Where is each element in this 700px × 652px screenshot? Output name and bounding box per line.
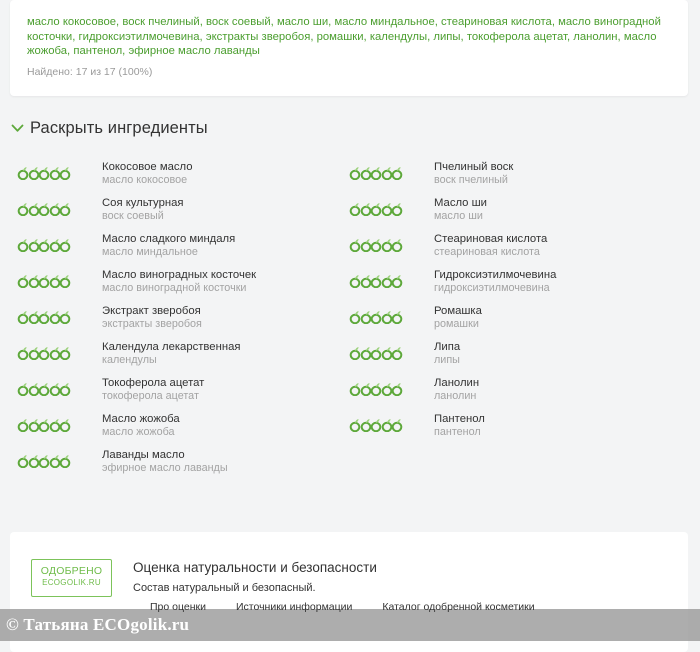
evaluation-title: Оценка натуральности и безопасности	[133, 560, 377, 575]
footer-link[interactable]: Источники информации	[235, 601, 353, 613]
ingredient-item[interactable]	[349, 161, 669, 195]
ingredient-link[interactable]: экстракты зверобоя	[205, 30, 311, 43]
ingredient-name: Календула лекарственная	[102, 341, 241, 353]
footer-link[interactable]: Про оценки	[150, 601, 206, 613]
separator: ,	[460, 30, 467, 43]
leaf-icon	[59, 310, 71, 329]
rating-leaves	[349, 202, 405, 216]
ingredient-item[interactable]	[17, 449, 337, 483]
separator: ,	[434, 16, 442, 28]
ingredient-name: Ромашка	[434, 305, 482, 317]
ingredient-name: Гидроксиэтилмочевина	[434, 269, 557, 281]
ingredient-link[interactable]: календулы	[369, 30, 428, 43]
ingredient-inci: экстракты зверобоя	[102, 318, 202, 330]
ingredient-link[interactable]: эфирное масло лаванды	[128, 45, 260, 57]
leaf-icon	[59, 202, 71, 221]
ingredient-name: Токоферола ацетат	[102, 377, 205, 389]
ingredient-link[interactable]: масло жожоба	[27, 30, 657, 57]
separator: ,	[310, 30, 317, 43]
ingredient-item[interactable]	[17, 377, 337, 411]
ingredient-link[interactable]: масло кокосовое	[27, 16, 117, 28]
rating-leaves	[17, 238, 73, 252]
ingredient-item[interactable]	[349, 197, 669, 231]
leaf-icon	[391, 310, 403, 329]
ingredient-inci: календулы	[102, 354, 157, 366]
rating-leaves	[349, 310, 405, 324]
ingredient-item[interactable]	[349, 377, 669, 411]
rating-leaves	[17, 382, 73, 396]
leaf-icon	[391, 418, 403, 437]
ingredient-name: Экстракт зверобоя	[102, 305, 201, 317]
separator: ,	[116, 16, 123, 28]
ingredient-item[interactable]	[349, 305, 669, 339]
separator: ,	[328, 16, 335, 28]
ingredient-link[interactable]: ромашки	[316, 30, 364, 43]
rating-leaves	[349, 274, 405, 288]
rating-leaves	[17, 454, 73, 468]
separator: ,	[617, 30, 624, 43]
ingredient-link[interactable]: масло виноградной косточки	[27, 16, 661, 43]
ingredient-item[interactable]	[17, 233, 337, 267]
leaf-icon	[59, 382, 71, 401]
separator: ,	[67, 45, 74, 57]
badge-title: ОДОБРЕНО	[40, 565, 103, 577]
separator: ,	[199, 30, 206, 43]
ingredient-name: Лаванды масло	[102, 449, 185, 461]
leaf-icon	[59, 238, 71, 257]
rating-leaves	[349, 418, 405, 432]
ingredient-link[interactable]: воск пчелиный	[122, 16, 200, 28]
watermark-text: © Татьяна ECOgolik.ru	[6, 615, 190, 634]
separator: ,	[551, 16, 559, 28]
leaf-icon	[391, 202, 403, 221]
ingredient-link[interactable]: липы	[433, 30, 461, 43]
ingredient-inci: масло ши	[434, 210, 483, 222]
separator: ,	[270, 16, 277, 28]
separator: ,	[363, 30, 370, 43]
ingredient-inci: воск соевый	[102, 210, 164, 222]
leaf-icon	[59, 166, 71, 185]
ingredient-item[interactable]	[17, 305, 337, 339]
rating-leaves	[17, 274, 73, 288]
approved-badge	[31, 559, 112, 597]
leaf-icon	[391, 238, 403, 257]
leaf-icon	[59, 418, 71, 437]
leaf-icon	[391, 166, 403, 185]
ingredient-inci: масло миндальное	[102, 246, 198, 258]
ingredient-name: Масло виноградных косточек	[102, 269, 257, 281]
badge-site: ECOGOLIK.RU	[42, 578, 101, 587]
separator: ,	[199, 16, 206, 28]
ingredient-inci: масло виноградной косточки	[102, 282, 247, 294]
rating-leaves	[17, 346, 73, 360]
ingredient-item[interactable]	[349, 269, 669, 303]
ingredient-inci: липы	[434, 354, 460, 366]
leaf-icon	[59, 274, 71, 293]
ingredient-item[interactable]	[349, 233, 669, 267]
ingredient-link[interactable]: ланолин	[573, 30, 618, 43]
rating-leaves	[349, 382, 405, 396]
separator: ,	[72, 30, 79, 43]
ingredient-name: Масло сладкого миндаля	[102, 233, 236, 245]
rating-leaves	[17, 166, 73, 180]
ingredient-link[interactable]: воск соевый	[205, 16, 271, 28]
footer-links	[150, 601, 535, 613]
ingredient-inci: ромашки	[434, 318, 479, 330]
rating-leaves	[349, 238, 405, 252]
rating-leaves	[17, 310, 73, 324]
ingredient-inci: эфирное масло лаванды	[102, 462, 228, 474]
rating-leaves	[17, 418, 73, 432]
ingredient-inci: гидроксиэтилмочевина	[434, 282, 550, 294]
ingredient-name: Липа	[434, 341, 461, 353]
ingredient-item[interactable]	[349, 413, 669, 447]
separator: ,	[122, 45, 129, 57]
ingredient-name: Стеариновая кислота	[434, 233, 548, 245]
ingredient-name: Масло жожоба	[102, 413, 180, 425]
ingredient-link[interactable]: токоферола ацетат	[466, 30, 567, 43]
ingredient-inci: масло кокосовое	[102, 174, 188, 186]
ingredient-item[interactable]	[17, 161, 337, 195]
ingredient-item[interactable]	[349, 341, 669, 375]
rating-leaves	[349, 346, 405, 360]
watermark-bar	[0, 609, 700, 641]
ingredient-inci: ланолин	[434, 390, 477, 402]
ingredient-item[interactable]	[17, 197, 337, 231]
ingredient-inci: масло жожоба	[102, 426, 175, 438]
evaluation-text: Состав натуральный и безопасный.	[133, 582, 316, 594]
ingredient-name: Кокосовое масло	[102, 161, 193, 173]
ingredient-link[interactable]: стеариновая кислота	[441, 16, 552, 28]
separator: ,	[427, 30, 434, 43]
ingredient-inci: воск пчелиный	[434, 174, 508, 186]
leaf-icon	[59, 454, 71, 473]
leaf-icon	[391, 274, 403, 293]
expand-ingredients-label: Раскрыть ингредиенты	[30, 118, 208, 137]
ingredient-name: Соя культурная	[102, 197, 184, 209]
ingredient-name: Масло ши	[434, 197, 487, 209]
separator: ,	[566, 30, 574, 43]
ingredient-link[interactable]: масло миндальное	[334, 16, 435, 28]
ingredient-inci: пантенол	[434, 426, 481, 438]
ingredient-name: Ланолин	[434, 377, 480, 389]
ingredient-inci: токоферола ацетат	[102, 390, 199, 402]
ingredient-name: Пчелиный воск	[434, 161, 514, 173]
ingredient-link[interactable]: гидроксиэтилмочевина	[78, 30, 200, 43]
ingredient-name: Пантенол	[434, 413, 485, 425]
ingredient-item[interactable]	[17, 341, 337, 375]
footer-link[interactable]: Каталог одобренной косметики	[382, 601, 535, 613]
ingredient-link[interactable]: пантенол	[73, 45, 123, 57]
leaf-icon	[391, 382, 403, 401]
ingredient-link[interactable]: масло ши	[276, 16, 329, 28]
leaf-icon	[59, 346, 71, 365]
rating-leaves	[17, 202, 73, 216]
ingredient-item[interactable]	[17, 413, 337, 447]
rating-leaves	[349, 166, 405, 180]
ingredient-item[interactable]	[17, 269, 337, 303]
found-count: Найдено: 17 из 17 (100%)	[27, 66, 153, 78]
ingredient-inci: стеариновая кислота	[434, 246, 540, 258]
leaf-icon	[391, 346, 403, 365]
